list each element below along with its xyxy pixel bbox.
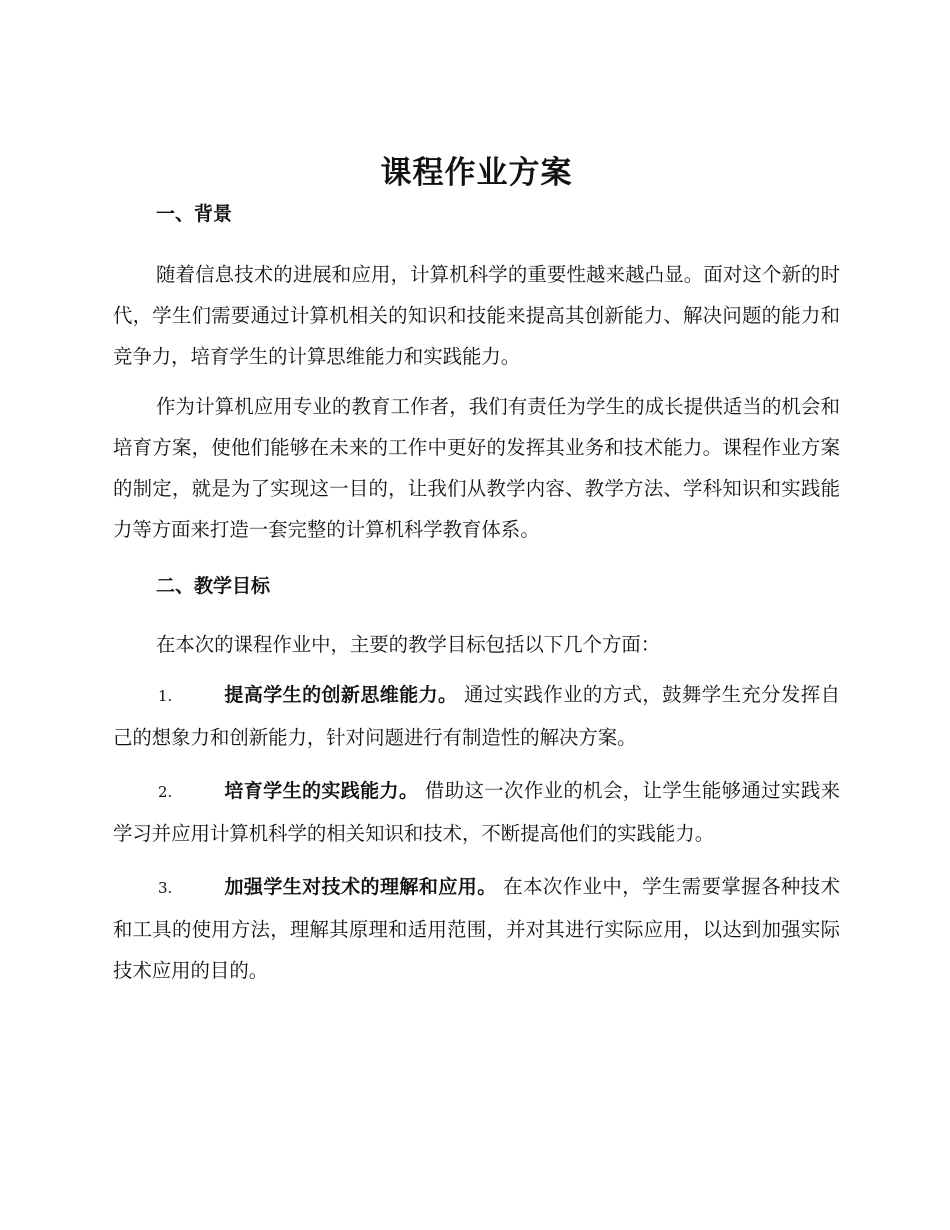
list-item-text: 借助这一次作业的机会，让学生能够通过实践来学习并应用计算机科学的相关知识和技术，不断提高他们的实践能力。 [113,779,840,845]
list-item [113,866,840,991]
list-item-text: 在本次作业中，学生需要掌握各种技术和工具的使用方法，理解其原理和适用范围，并对其进行实际应用，以达到加强实际技术应用的目的。 [113,875,840,982]
list-item [113,770,840,854]
list-number: 1. [158,687,173,705]
section-heading-teaching-goals: 二、教学目标 [156,575,271,597]
list-number: 2. [158,783,173,801]
paragraph: 随着信息技术的进展和应用，计算机科学的重要性越来越凸显。面对这个新的时代，学生们需要通过计算机相关的知识和技能来提高其创新能力、解决问题的能力和竞争力，培育学生的计算思维能力和实践能力。 [113,263,840,368]
goal-list [113,674,840,991]
paragraph-intro: 在本次的课程作业中，主要的教学目标包括以下几个方面： [156,633,661,656]
list-item [113,674,840,758]
section-heading-background: 一、背景 [156,203,233,225]
list-number: 3. [158,879,173,897]
paragraph: 作为计算机应用专业的教育工作者，我们有责任为学生的成长提供适当的机会和培育方案，使他们能够在未来的工作中更好的发挥其业务和技术能力。课程作业方案的制定，就是为了实现这一目的，让我们从教学内容、教学方法、学科知识和实践能力等方面来打造一套完整的计算机科学教育体系。 [113,395,840,541]
list-item-lead: 提高学生的创新思维能力。 [224,684,458,706]
document-title: 课程作业方案 [380,155,573,191]
list-item-lead: 培育学生的实践能力。 [224,780,419,802]
list-item-text: 通过实践作业的方式，鼓舞学生充分发挥自己的想象力和创新能力，针对问题进行有制造性的解决方案。 [113,683,841,749]
document-page [113,150,840,1003]
list-item-lead: 加强学生对技术的理解和应用。 [224,876,497,898]
